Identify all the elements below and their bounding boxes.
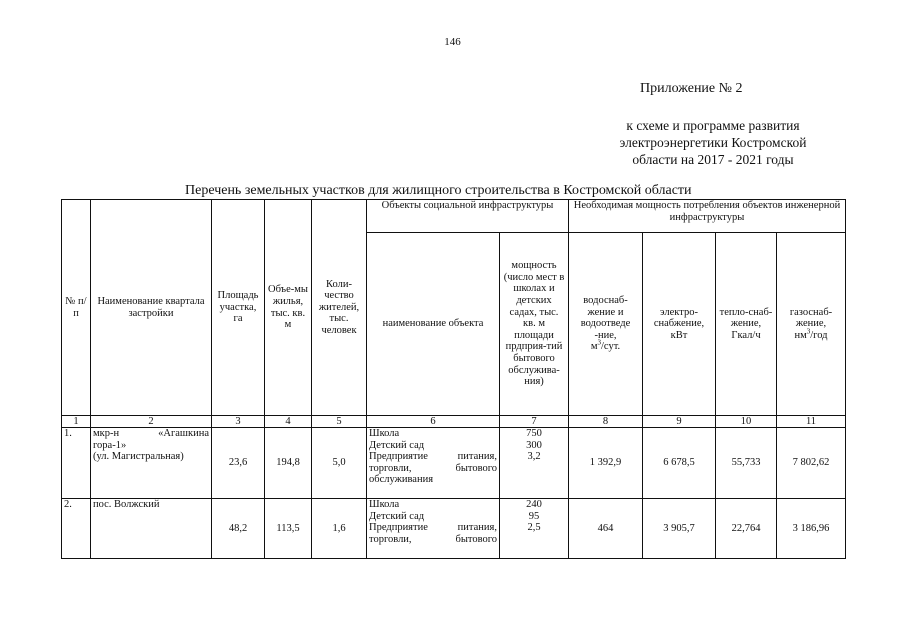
colnum-10: 10 xyxy=(716,416,777,428)
table-row xyxy=(62,499,846,559)
header-object-name: наименование объекта xyxy=(367,233,500,416)
colnum-9: 9 xyxy=(643,416,716,428)
colnum-1: 1 xyxy=(62,416,91,428)
row2-name: пос. Волжский xyxy=(91,499,212,559)
appendix-title: Приложение № 2 xyxy=(640,81,743,96)
header-gas-unit: $нм^3$/год xyxy=(794,327,828,341)
land-plots-table xyxy=(61,199,846,559)
row1-capacity-enterprise: 3,2 xyxy=(527,451,541,463)
header-water-unit: $м^3$/сут. xyxy=(590,338,621,353)
row2-water: 464 xyxy=(569,499,643,559)
header-electric: электро-снабжение, кВт xyxy=(643,233,716,416)
header-heat: тепло-снаб-жение, Гкал/ч xyxy=(716,233,777,416)
row1-object-school: Школа xyxy=(369,428,400,439)
row1-capacity-school: 750 xyxy=(526,428,542,439)
row2-object-enterprise-2: торговли, бытового xyxy=(369,533,497,545)
row2-object-kindergarten: Детский сад xyxy=(369,510,425,522)
row1-gas: 7 802,62 xyxy=(777,428,846,499)
header-area: Площадь участка, га xyxy=(212,200,265,416)
row1-object-kindergarten: Детский сад xyxy=(369,439,425,451)
header-utility-group: Необходимая мощность потребления объектов инженерной инфраструктуры xyxy=(569,200,846,233)
appendix-ref-line-2: электроэнергетики Костромской xyxy=(619,135,807,150)
row1-name-line1-right: «Агашкина xyxy=(158,428,209,439)
row2-capacity-kindergarten: 95 xyxy=(528,510,540,522)
row1-residents: 5,0 xyxy=(312,428,367,499)
colnum-11: 11 xyxy=(777,416,846,428)
colnum-4: 4 xyxy=(265,416,312,428)
appendix-ref-line-1: к схеме и программе развития xyxy=(626,118,800,133)
row2-housing: 113,5 xyxy=(265,499,312,559)
row2-object-enterprise-1: Предприятие питания, xyxy=(369,522,497,534)
header-capacity: мощность (число мест в школах и детских садах, тыс. кв. м площади прдприя-тий бытового обслужива-ния) xyxy=(500,233,569,416)
row1-capacities xyxy=(500,428,569,499)
page-number: 146 xyxy=(444,36,461,48)
row2-num: 2. xyxy=(62,499,91,559)
header-water xyxy=(569,233,643,416)
header-social-group: Объекты социальной инфраструктуры xyxy=(367,200,569,233)
row1-name-line3: (ул. Магистральная) xyxy=(93,451,184,463)
row1-housing: 194,8 xyxy=(265,428,312,499)
row1-name-line1-left: мкр-н xyxy=(93,428,120,439)
row2-capacity-enterprise: 2,5 xyxy=(527,522,541,534)
header-gas xyxy=(777,233,846,416)
row1-area: 23,6 xyxy=(212,428,265,499)
row2-object-school: Школа xyxy=(369,499,400,510)
colnum-8: 8 xyxy=(569,416,643,428)
header-water-label: водоснаб-жение и водоотведе -ние, xyxy=(580,295,631,341)
row1-name-line2: гора-1» xyxy=(93,439,127,451)
colnum-7: 7 xyxy=(500,416,569,428)
table-row xyxy=(62,428,846,499)
header-gas-label: газоснаб-жение, xyxy=(789,306,833,330)
row2-capacity-school: 240 xyxy=(526,499,542,510)
row1-water: 1 392,9 xyxy=(569,428,643,499)
row1-heat: 55,733 xyxy=(716,428,777,499)
row1-objects xyxy=(367,428,500,499)
row1-object-enterprise-1: Предприятие питания, xyxy=(369,451,497,463)
row1-object-enterprise-3: обслуживания xyxy=(369,474,434,486)
table-caption: Перечень земельных участков для жилищного строительства в Костромской области xyxy=(185,183,692,198)
colnum-6: 6 xyxy=(367,416,500,428)
row1-name xyxy=(91,428,212,499)
appendix-ref-line-3: области на 2017 - 2021 годы xyxy=(632,152,794,167)
row1-electric: 6 678,5 xyxy=(643,428,716,499)
header-residents: Коли-чество жителей, тыс. человек xyxy=(312,200,367,416)
row2-gas: 3 186,96 xyxy=(777,499,846,559)
row1-capacity-kindergarten: 300 xyxy=(526,439,542,451)
row1-object-enterprise-2: торговли, бытового xyxy=(369,462,497,474)
header-name: Наименование квартала застройки xyxy=(91,200,212,416)
row2-heat: 22,764 xyxy=(716,499,777,559)
row2-area: 48,2 xyxy=(212,499,265,559)
header-housing: Объе-мы жилья, тыс. кв. м xyxy=(265,200,312,416)
colnum-5: 5 xyxy=(312,416,367,428)
row1-num: 1. xyxy=(62,428,91,499)
row2-electric: 3 905,7 xyxy=(643,499,716,559)
row2-residents: 1,6 xyxy=(312,499,367,559)
colnum-2: 2 xyxy=(91,416,212,428)
header-num: № п/п xyxy=(62,200,91,416)
row2-objects xyxy=(367,499,500,559)
colnum-3: 3 xyxy=(212,416,265,428)
row2-capacities xyxy=(500,499,569,559)
